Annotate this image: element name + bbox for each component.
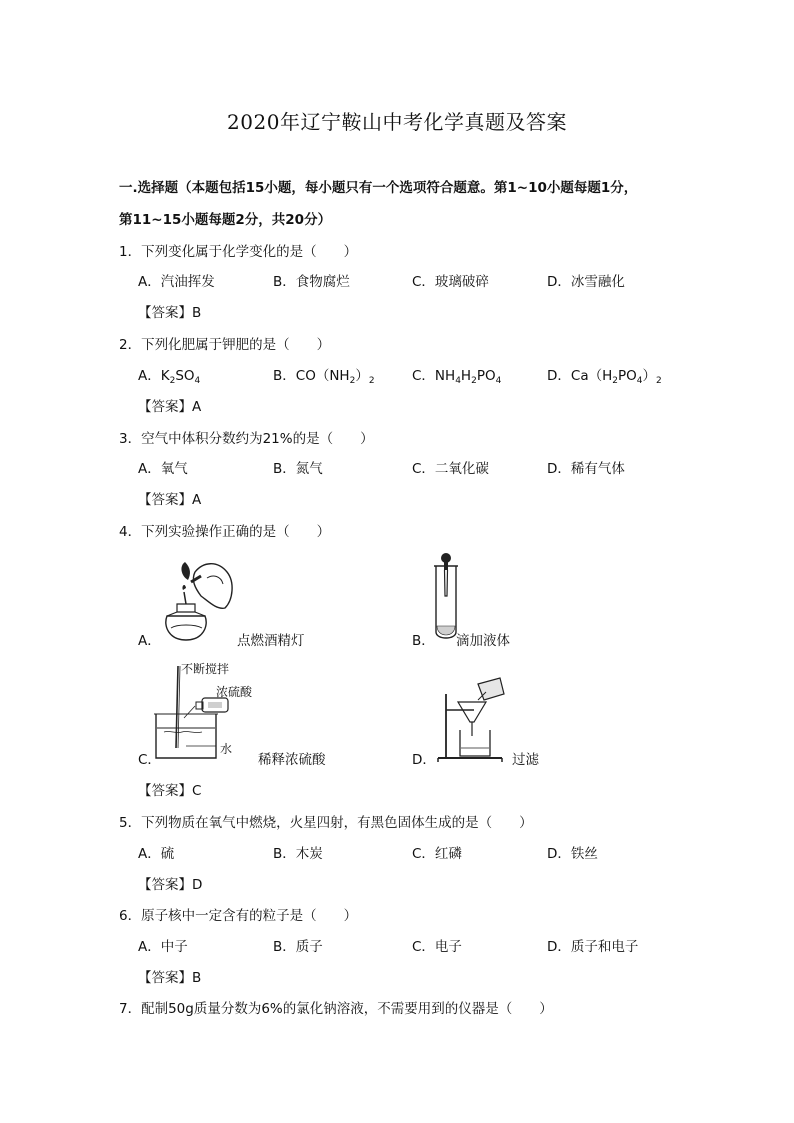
question-3-stem: 3．空气中体积分数约为21%的是（ ）: [119, 431, 374, 447]
question-6-stem: 6．原子核中一定含有的粒子是（ ）: [119, 908, 358, 924]
question-6-answer: 【答案】B: [138, 970, 202, 986]
question-3-option-c: C．二氧化碳: [412, 461, 489, 477]
figure-d-letter: D．: [412, 752, 436, 768]
question-2-option-a: A．$K_2SO_4$: [138, 368, 201, 386]
question-3-option-a: A．氧气: [138, 461, 188, 477]
page-title: 2020年辽宁鞍山中考化学真题及答案: [227, 110, 567, 134]
figure-b-caption: 滴加液体: [456, 633, 510, 649]
figure-c-label-stir: 不断搅拌: [181, 662, 230, 676]
figure-c-label-acid: 浓硫酸: [216, 685, 253, 699]
question-5-stem: 5．下列物质在氧气中燃烧，火星四射，有黑色固体生成的是（ ）: [119, 815, 533, 831]
question-5-option-c: C．红磷: [412, 846, 462, 862]
question-5-option-b: B．木炭: [273, 846, 323, 862]
question-1-option-d: D．冰雪融化: [547, 274, 625, 290]
figure-d-filtration: [434, 664, 508, 764]
figure-c-label-water: 水: [220, 742, 233, 756]
question-6-option-c: C．电子: [412, 939, 462, 955]
question-4-stem: 4．下列实验操作正确的是（ ）: [119, 524, 331, 540]
section-heading-line1: 一.选择题（本题包括15小题，每小题只有一个选项符合题意。第1~10小题每题1分，: [119, 180, 638, 196]
question-7-stem: 7．配制50g质量分数为6%的氯化钠溶液，不需要用到的仪器是（ ）: [119, 1001, 553, 1017]
question-2-option-c: C．$NH_4H_2PO_4$: [412, 368, 502, 386]
question-1-option-c: C．玻璃破碎: [412, 274, 489, 290]
question-6-option-a: A．中子: [138, 939, 188, 955]
question-5-answer: 【答案】D: [138, 877, 203, 893]
question-1-stem: 1．下列变化属于化学变化的是（ ）: [119, 244, 358, 260]
figure-b-letter: B．: [412, 633, 435, 649]
question-1-option-b: B．食物腐烂: [273, 274, 350, 290]
question-2-option-b: B．$CO(NH_2)_2$: [273, 368, 375, 386]
question-6-option-d: D．质子和电子: [547, 939, 639, 955]
figure-c-letter: C．: [138, 752, 161, 768]
question-3-option-b: B．氮气: [273, 461, 323, 477]
figure-d-caption: 过滤: [512, 752, 539, 768]
question-3-answer: 【答案】A: [138, 492, 202, 508]
section-heading-line2: 第11~15小题每题2分，共20分）: [119, 212, 332, 228]
question-2-stem: 2．下列化肥属于钾肥的是（ ）: [119, 337, 331, 353]
figure-c-caption: 稀释浓硫酸: [258, 752, 326, 768]
question-5-option-d: D．铁丝: [547, 846, 598, 862]
figure-a-caption: 点燃酒精灯: [237, 633, 305, 649]
question-6-option-b: B．质子: [273, 939, 323, 955]
figure-a-lighting-alcohol-lamp: [155, 552, 235, 647]
figure-a-letter: A．: [138, 633, 161, 649]
question-1-answer: 【答案】B: [138, 305, 202, 321]
question-2-option-d: D．$Ca(H_2PO_4)_2$: [547, 368, 662, 386]
question-5-option-a: A．硫: [138, 846, 175, 862]
question-2-answer: 【答案】A: [138, 399, 202, 415]
question-4-answer: 【答案】C: [138, 783, 202, 799]
question-3-option-d: D．稀有气体: [547, 461, 625, 477]
question-1-option-a: A．汽油挥发: [138, 274, 215, 290]
